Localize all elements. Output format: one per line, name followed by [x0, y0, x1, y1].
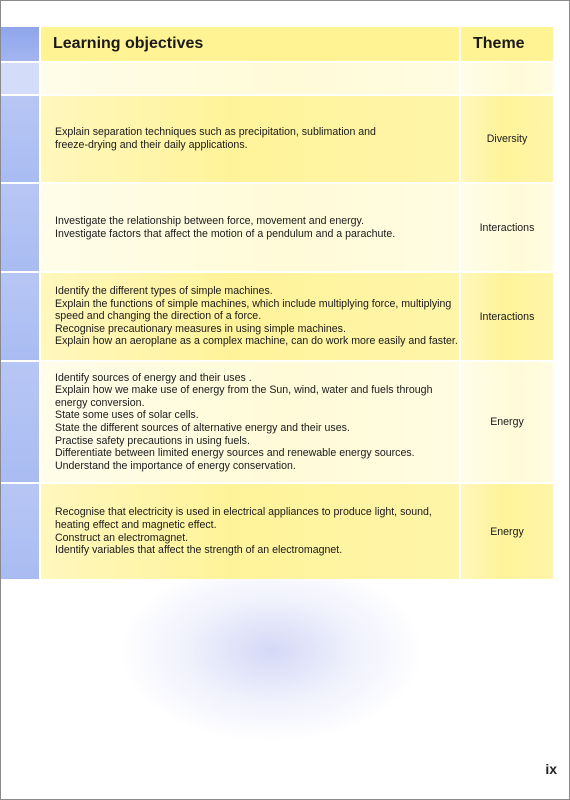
objectives-cell: [41, 484, 459, 579]
objective-line: Explain separation techniques such as precipitation, sublimation and: [55, 126, 376, 139]
objective-line: State some uses of solar cells.: [55, 409, 199, 422]
table-row: [1, 362, 569, 482]
objective-line: heating effect and magnetic effect.: [55, 518, 217, 531]
header-left-strip: [1, 27, 39, 61]
table-row: [1, 484, 569, 579]
objectives-cell: [41, 184, 459, 271]
objective-line: energy conversion.: [55, 396, 145, 409]
objective-line: Practise safety precautions in using fuels.: [55, 434, 250, 447]
spacer-left-strip: [1, 63, 39, 94]
header-objectives-cell: [41, 27, 459, 61]
objective-line: speed and changing the direction of a force.: [55, 310, 262, 323]
spacer-row: [1, 63, 569, 94]
theme-cell: [461, 273, 553, 360]
objectives-cell: [41, 96, 459, 182]
theme-cell: [461, 484, 553, 579]
objective-line: Identify sources of energy and their uses .: [55, 371, 252, 384]
objective-line: Identify variables that affect the strength of an electromagnet.: [55, 544, 343, 557]
objective-line: Construct an electromagnet.: [55, 531, 189, 544]
row-left-strip: [1, 184, 39, 271]
table-row: [1, 184, 569, 271]
theme-label: Energy: [490, 416, 524, 428]
theme-label: Interactions: [479, 221, 535, 234]
page-number: ix: [545, 761, 557, 777]
row-left-strip: [1, 96, 39, 182]
objectives-cell: [41, 273, 459, 360]
objectives-cell: [41, 362, 459, 482]
objective-line: Investigate factors that affect the motion of a pendulum and a parachute.: [55, 227, 396, 240]
objective-line: Differentiate between limited energy sources and renewable energy sources.: [55, 447, 415, 460]
objectives-text: [55, 362, 451, 482]
spacer-objectives-cell: [41, 63, 459, 94]
background-glow: [121, 561, 421, 741]
theme-cell: [461, 362, 553, 482]
header-objectives-label: Learning objectives: [53, 35, 204, 52]
objectives-text: [55, 184, 451, 271]
table-header-row: [1, 27, 569, 61]
theme-label: Interactions: [479, 310, 535, 323]
objective-line: State the different sources of alternative energy and their uses.: [55, 422, 350, 434]
row-left-strip: [1, 484, 39, 579]
table-row: [1, 96, 569, 182]
row-left-strip: [1, 362, 39, 482]
theme-cell: [461, 96, 553, 182]
objective-line: Understand the importance of energy conservation.: [55, 459, 296, 472]
objective-line: Explain how we make use of energy from the Sun, wind, water and fuels through: [55, 384, 433, 397]
header-theme-cell: [461, 27, 553, 61]
objective-line: Recognise precautionary measures in using simple machines.: [55, 322, 346, 335]
objective-line: Recognise that electricity is used in electrical appliances to produce light, sound,: [55, 506, 432, 519]
objectives-text: [55, 273, 458, 360]
objective-line: Investigate the relationship between force, movement and energy.: [55, 214, 364, 227]
objective-line: Identify the different types of simple machines.: [55, 285, 273, 298]
objective-line: Explain how an aeroplane as a complex machine, can do work more easily and faster.: [55, 335, 458, 348]
theme-label: Energy: [490, 525, 524, 538]
theme-cell: [461, 184, 553, 271]
objective-line: freeze-drying and their daily applications.: [55, 139, 248, 151]
spacer-theme-cell: [461, 63, 553, 94]
header-theme-label: Theme: [473, 35, 525, 52]
objectives-text: [55, 484, 451, 579]
objectives-text: [55, 96, 451, 182]
theme-label: Diversity: [486, 133, 528, 145]
row-left-strip: [1, 273, 39, 360]
table-row: [1, 273, 569, 360]
objective-line: Explain the functions of simple machines, which include multiplying force, multiplying: [55, 297, 452, 310]
